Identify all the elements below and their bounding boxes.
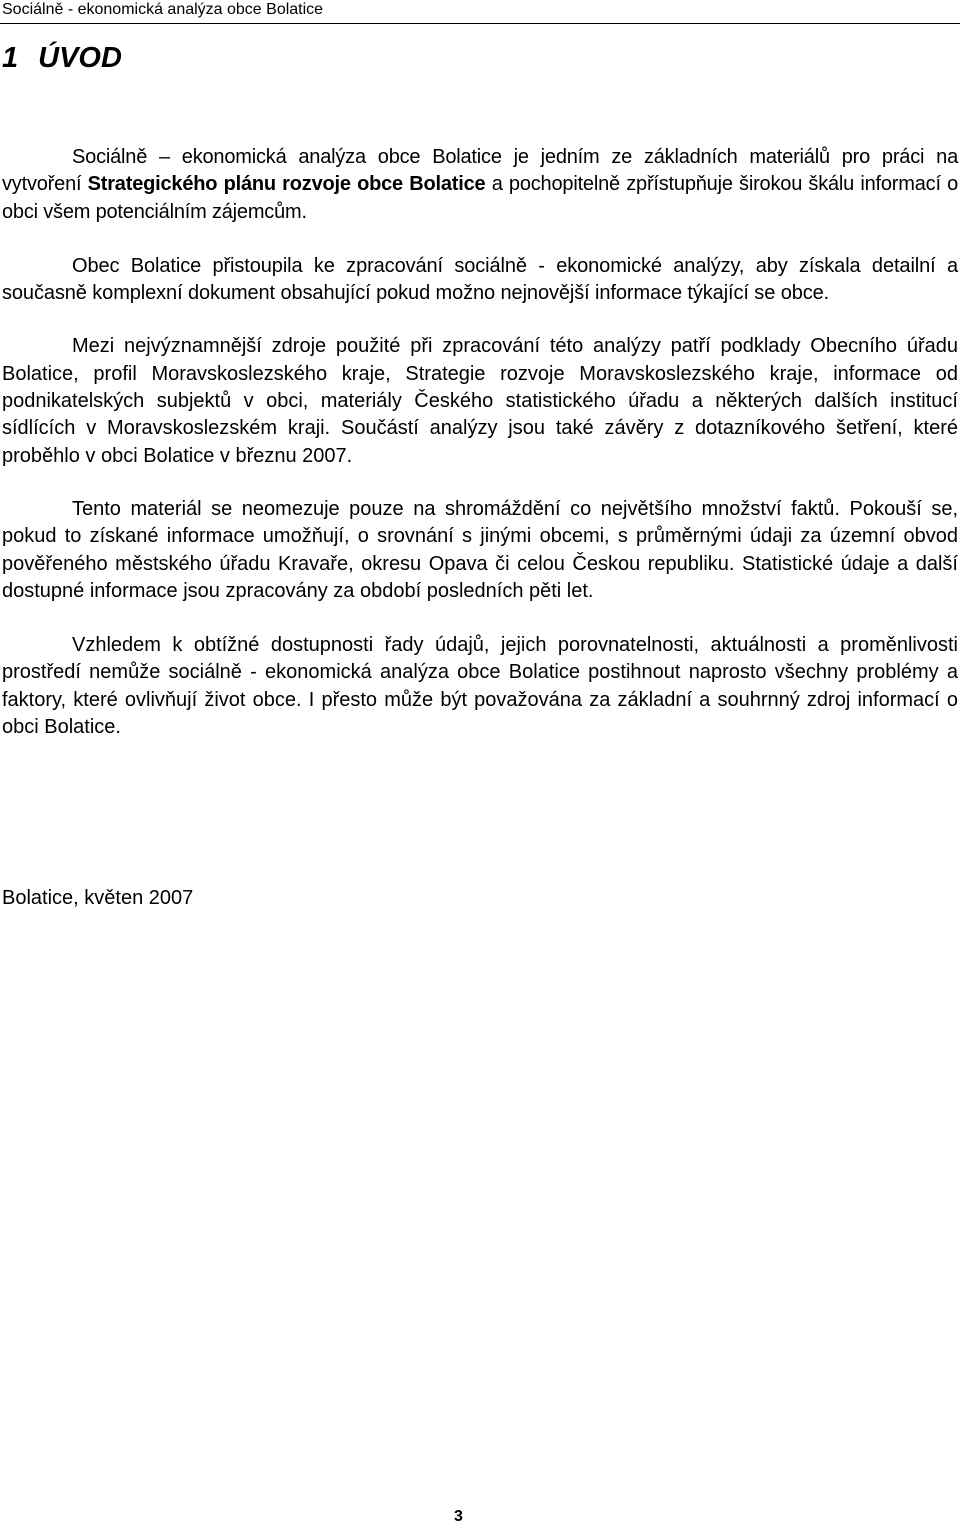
paragraph-intro-text-a: Sociálně – ekonomická analýza obce Bolatice je jedním ze základních materiálů pro práci na vytvoření: [2, 146, 958, 196]
chapter-heading: [2, 38, 122, 78]
paragraph-intro-text-b: a pochopitelně zpřístupňuje širokou škálu informací o obci všem potenciálním zájemcům.: [2, 173, 959, 223]
paragraph-purpose: Obec Bolatice přistoupila ke zpracování sociálně - ekonomické analýzy, aby získala detailní a současně komplexní dokument obsahující pokud možno nejnovější informace týkající se obce.: [2, 254, 958, 305]
header-rule: [0, 23, 960, 24]
place-date: Bolatice, květen 2007: [2, 887, 194, 909]
chapter-title: ÚVOD: [38, 42, 122, 74]
body-text: [2, 144, 958, 741]
paragraph-limitations: Vzhledem k obtížné dostupnosti řady údajů, jejich porovnatelnosti, aktuálnosti a proměnlivosti prostředí nemůže sociálně - ekonomická analýza obce Bolatice postihnout naprosto všechny problémy a faktory, které ovlivňují život obce. I přesto může být považována za základní a souhrnný zdroj informací o obci Bolatice.: [2, 634, 958, 739]
strategic-plan-title: Strategického plánu rozvoje obce Bolatice: [87, 173, 486, 196]
paragraph-scope: Tento materiál se neomezuje pouze na shromáždění co největšího množství faktů. Pokouší se, pokud to získané informace umožňují, o srovnání s jinými obcemi, s průměrnými údaji za územní obvod pověřeného městského úřadu Kravaře, okresu Opava či celou Českou republiku. Statistické údaje a další dostupné informace jsou zpracovány za období posledních pěti let.: [2, 497, 958, 602]
chapter-number: 1: [2, 42, 19, 74]
page-number: 3: [454, 1508, 463, 1525]
paragraph-sources: Mezi nejvýznamnější zdroje použité při zpracování této analýzy patří podklady Obecního úřadu Bolatice, profil Moravskoslezského kraje, Strategie rozvoje Moravskoslezského kraje, informace od podnikatelských subjektů v obci, materiály Českého statistického úřadu a některých dalších institucí sídlících v Moravskoslezském kraji. Součástí analýzy jsou také závěry z dotazníkového šetření, které proběhlo v obci Bolatice v březnu 2007.: [2, 335, 958, 467]
running-header: Sociálně - ekonomická analýza obce Bolatice: [2, 1, 324, 18]
paragraph-intro: [2, 144, 958, 226]
